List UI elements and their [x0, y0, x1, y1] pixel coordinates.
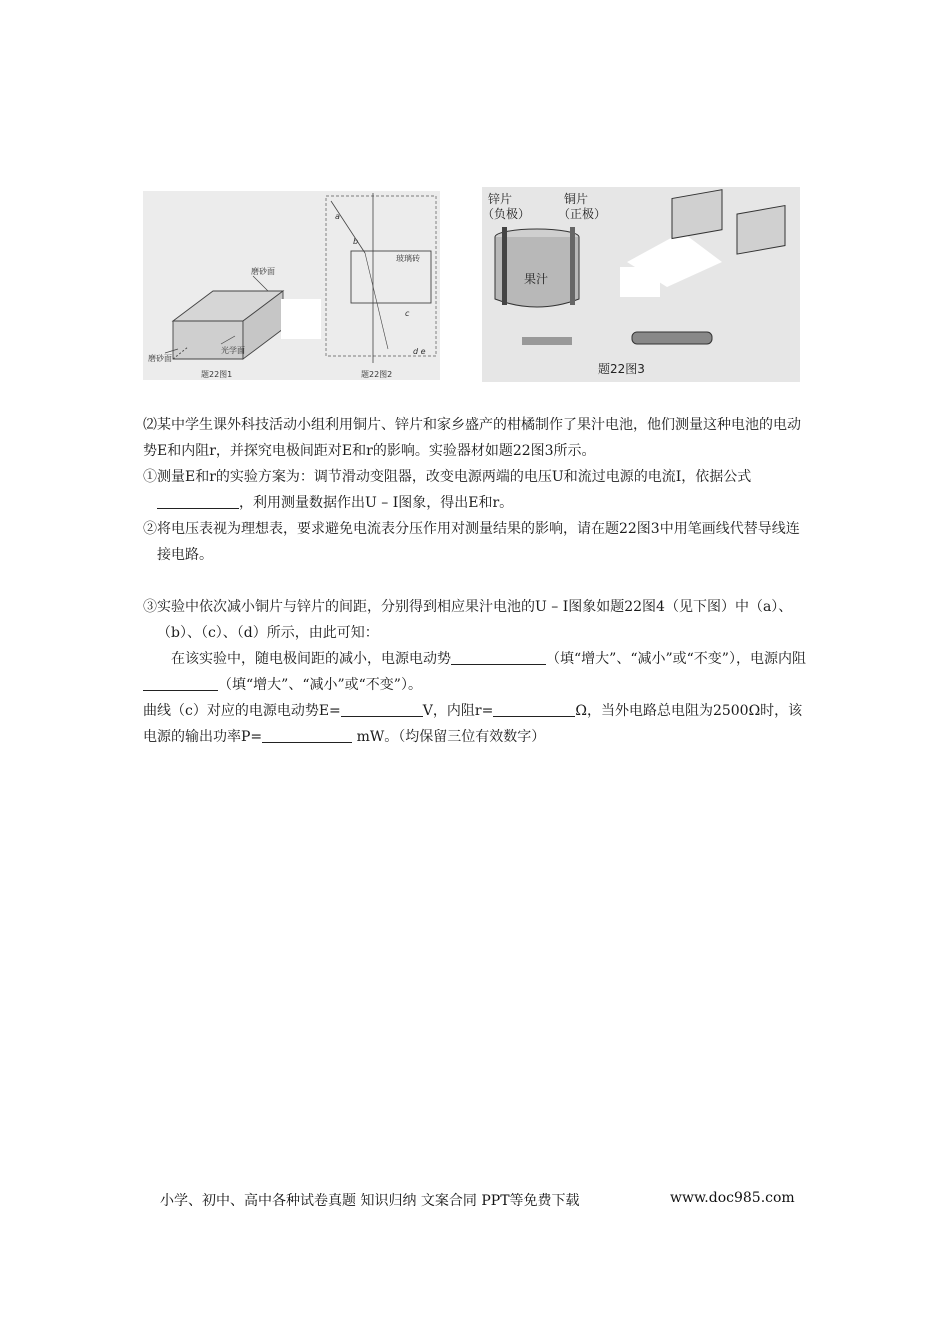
step1-text-b: ，利用测量数据作出U – I图象，得出E和r。	[239, 495, 514, 511]
values-text-c: Ω，当外电路总电阻为2500Ω时，该电源的输出功率P=	[143, 703, 803, 745]
zinc-sub-label: （负极）	[482, 207, 531, 221]
point-a-label: a	[335, 212, 340, 221]
paragraph-step3: ③实验中依次减小铜片与锌片的间距，分别得到相应果汁电池的U – I图象如题22图4（见下图）中（a）、（b）、（c）、（d）所示，由此可知：	[143, 599, 793, 641]
optical-face-label: 光学面	[221, 346, 245, 355]
trend-text-a: 在该实验中，随电极间距的减小，电源电动势	[171, 651, 451, 667]
figure-22-1-and-2	[143, 191, 440, 380]
values-text-d: mW。（均保留三位有效数字）	[352, 729, 546, 745]
resistance-value-blank[interactable]	[493, 702, 575, 717]
frosted-side-label: 磨砂面	[148, 354, 172, 363]
caption-fig2: 题22图2	[361, 370, 393, 379]
page-footer	[160, 1190, 800, 1210]
point-c-label: c	[405, 309, 410, 318]
zinc-label: 锌片	[488, 192, 513, 206]
caption-fig1: 题22图1	[201, 370, 233, 379]
question-text	[143, 412, 810, 750]
values-text-a: 曲线（c）对应的电源电动势E=	[143, 703, 341, 719]
glass-brick-diagram	[143, 191, 440, 380]
point-de-label: d e	[413, 347, 426, 356]
point-b-label: b	[353, 237, 359, 246]
values-text-b: V，内阻r=	[422, 703, 494, 719]
fruit-battery-apparatus	[482, 187, 800, 382]
paragraph-step1	[143, 464, 810, 516]
paragraph-trend	[143, 646, 810, 698]
footer-left-text: 小学、初中、高中各种试卷真题 知识归纳 文案合同 PPT等免费下载	[160, 1193, 580, 1209]
formula-blank[interactable]	[157, 494, 239, 509]
paragraph-values	[143, 698, 810, 750]
emf-trend-blank[interactable]	[451, 650, 546, 665]
emf-value-blank[interactable]	[341, 702, 423, 717]
frosted-top-label: 磨砂面	[251, 267, 275, 276]
step1-text-a: ①测量E和r的实验方案为：调节滑动变阻器，改变电源两端的电压U和流过电源的电流I，依据公式	[143, 469, 752, 485]
glass-label: 玻璃砖	[396, 254, 420, 263]
copper-label: 铜片	[564, 192, 589, 206]
footer-site-link[interactable]: www.doc985.com	[670, 1190, 795, 1206]
juice-label: 果汁	[524, 272, 549, 286]
resistance-trend-blank[interactable]	[143, 676, 218, 691]
paragraph-step2: ②将电压表视为理想表，要求避免电流表分压作用对测量结果的影响，请在题22图3中用笔画线代替导线连接电路。	[143, 521, 800, 563]
figure-22-3	[482, 187, 800, 382]
copper-sub-label: （正极）	[558, 207, 607, 221]
paragraph-intro: ⑵某中学生课外科技活动小组利用铜片、锌片和家乡盛产的柑橘制作了果汁电池，他们测量这种电池的电动势E和内阻r，并探究电极间距对E和r的影响。实验器材如题22图3所示。	[143, 417, 801, 459]
trend-text-b: （填“增大”、“减小”或“不变”），电源内阻	[546, 651, 806, 667]
power-value-blank[interactable]	[262, 728, 352, 743]
trend-text-c: （填“增大”、“减小”或“不变”）。	[218, 677, 422, 693]
caption-fig3: 题22图3	[598, 362, 645, 376]
